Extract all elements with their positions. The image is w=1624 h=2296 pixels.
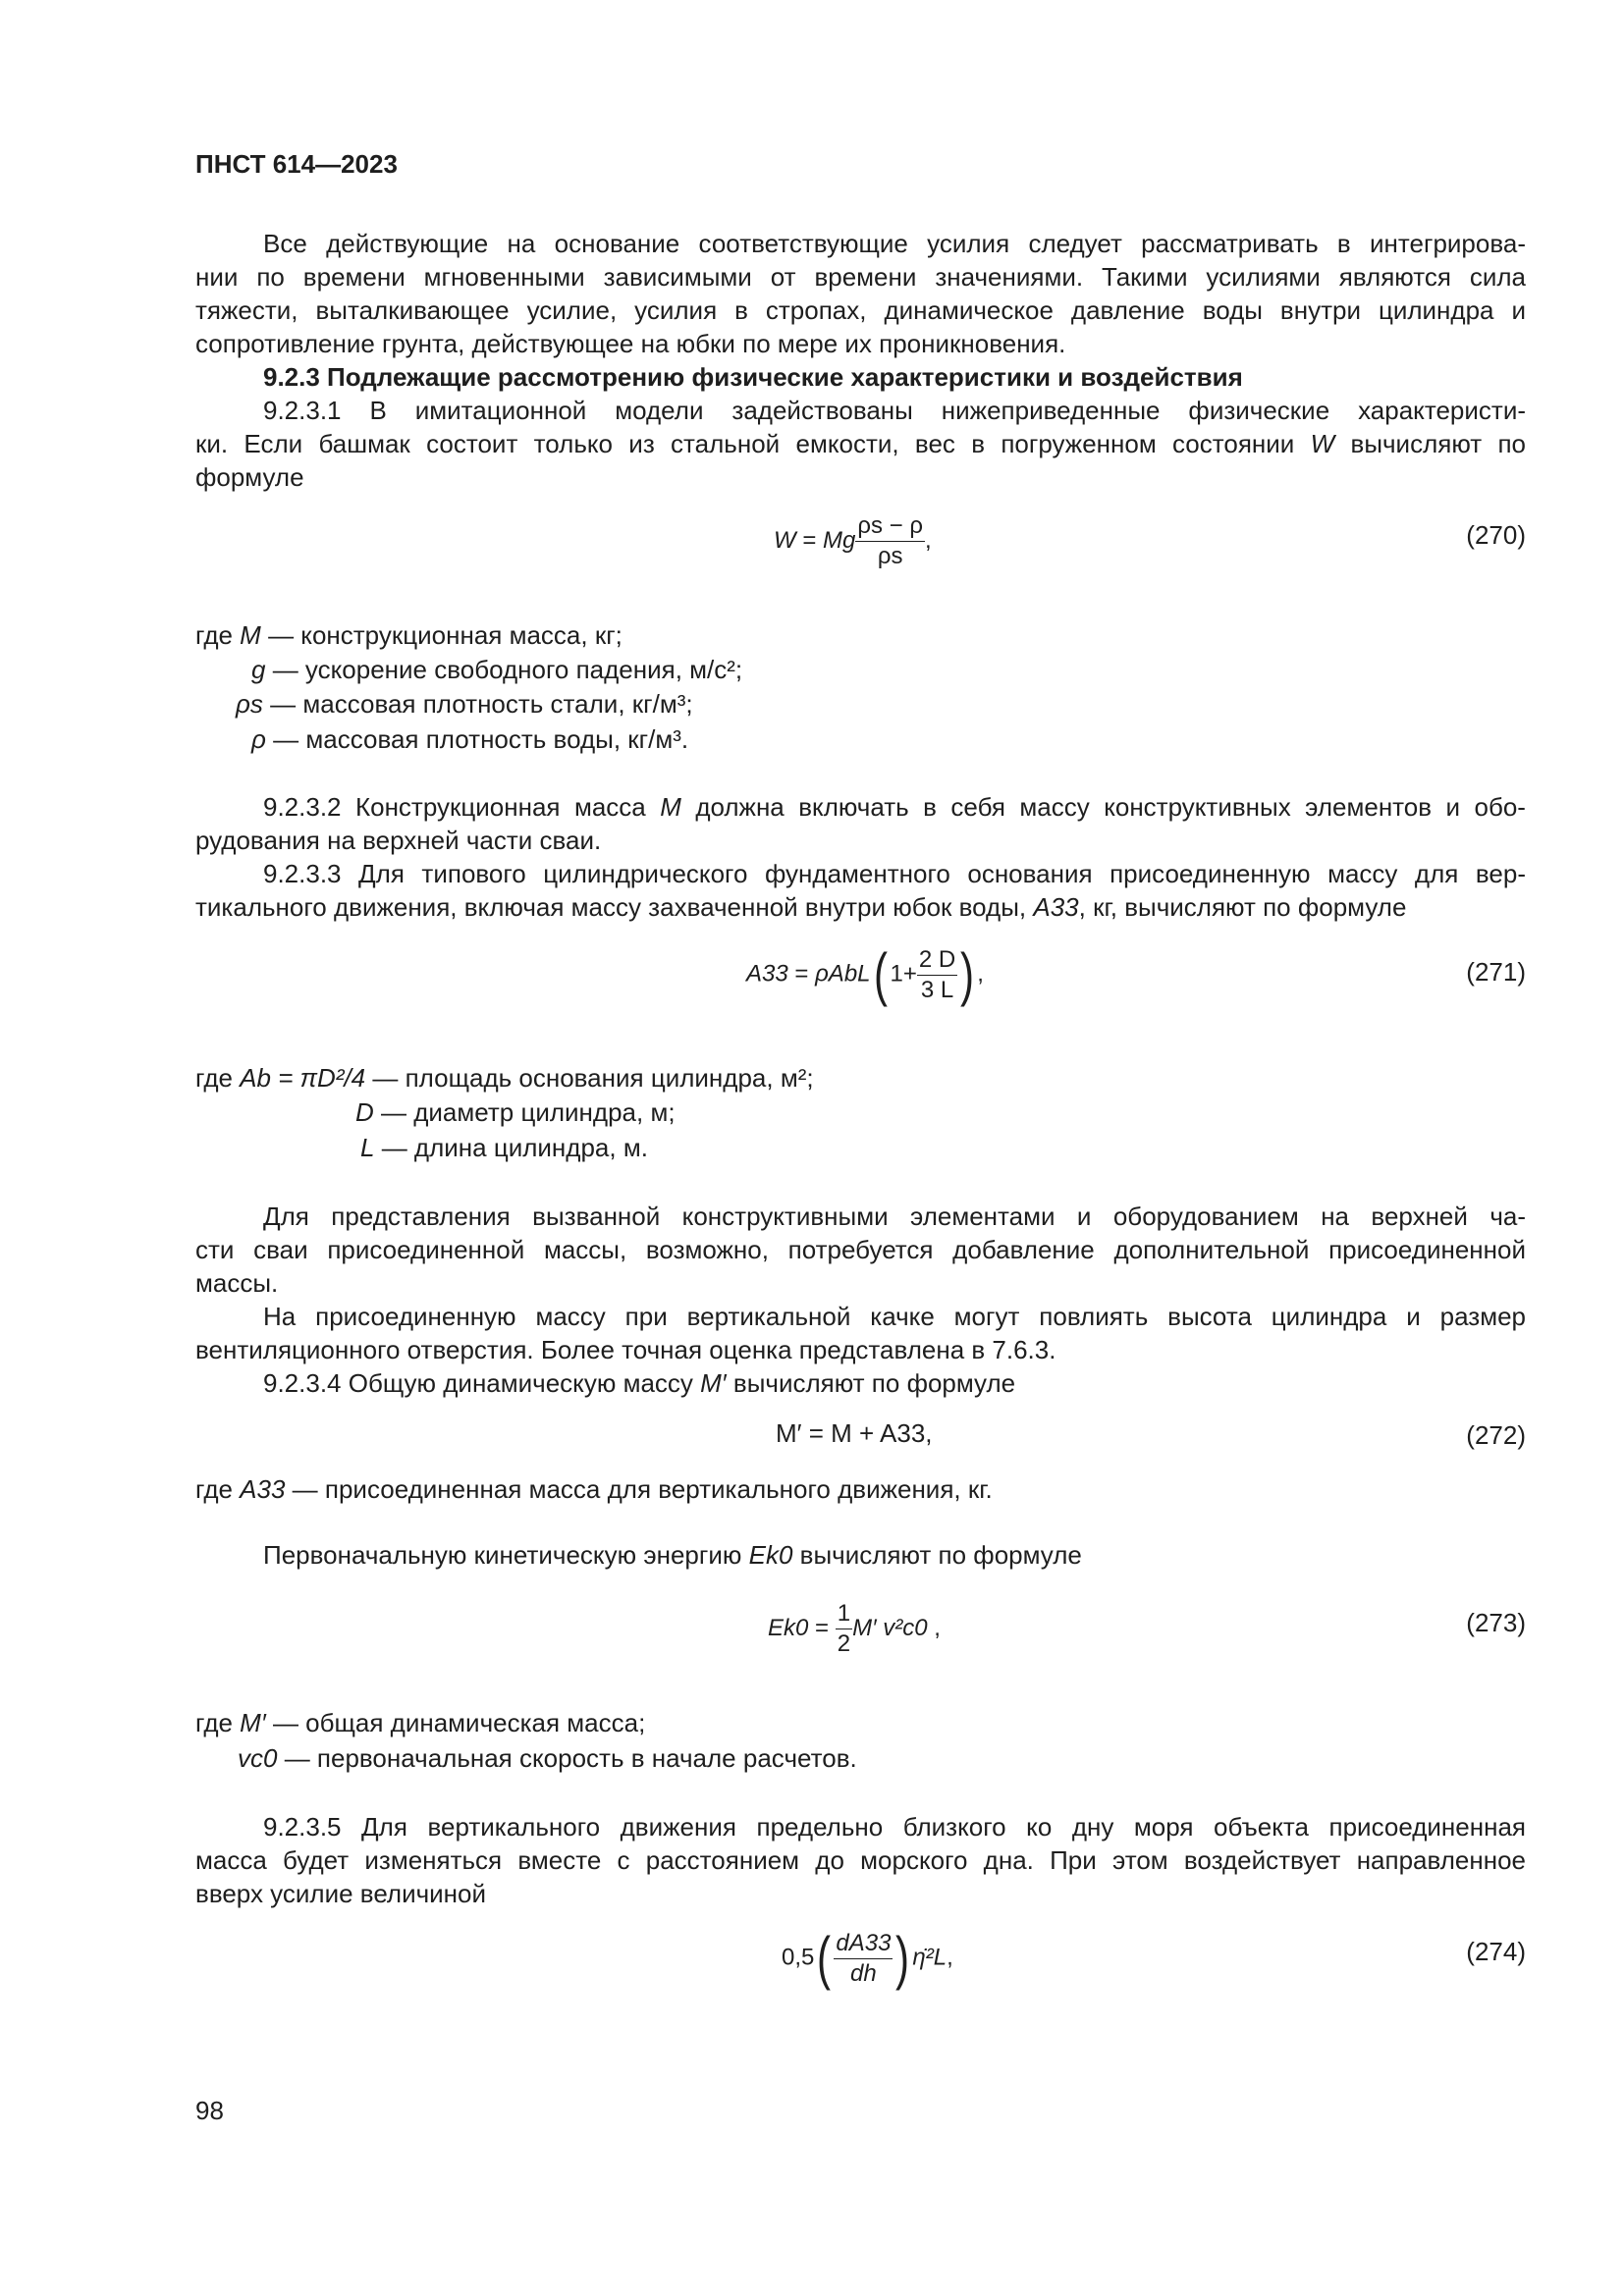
equation-number: (273) bbox=[1466, 1608, 1526, 1637]
where-line: где Ab = πD²/4 — площадь основания цилиндра, м²; bbox=[195, 1063, 814, 1093]
paragraph-line: сопротивление грунта, действующее на юбки по мере их проникновения. bbox=[195, 329, 1066, 358]
paragraph-line: массы. bbox=[195, 1268, 279, 1298]
equation-270: W = Mg $\frac{\rho s - \rho}{\rho s}$ , bbox=[774, 512, 932, 569]
paragraph-line: Все действующие на основание соответствующие усилия следует рассматривать в интегрирова- bbox=[263, 229, 1526, 258]
where-line: где M — конструкционная масса, кг; bbox=[195, 620, 623, 650]
section-heading: 9.2.3 Подлежащие рассмотрению физические характеристики и воздействия bbox=[263, 362, 1243, 392]
where-line: L — длина цилиндра, м. bbox=[360, 1133, 648, 1162]
equation-272: M′ = M + A33, bbox=[776, 1418, 933, 1448]
equation-number: (274) bbox=[1466, 1937, 1526, 1966]
equation-number: (272) bbox=[1466, 1420, 1526, 1450]
paragraph-line: сти сваи присоединенной массы, возможно, потребуется добавление дополнительной присоединенной bbox=[195, 1235, 1526, 1264]
paragraph-line: вверх усилие величиной bbox=[195, 1879, 487, 1908]
equation-273: Ek0 = $\frac{1}{2}$ M′ v²c0 , bbox=[768, 1600, 941, 1657]
paragraph-line: масса будет изменяться вместе с расстоянием до морского дна. При этом воздействует направленное bbox=[195, 1845, 1526, 1875]
paragraph-line: рудования на верхней части сваи. bbox=[195, 826, 602, 855]
where-line: где M′ — общая динамическая масса; bbox=[195, 1708, 646, 1737]
paragraph-line: Для представления вызванной конструктивными элементами и оборудованием на верхней ча- bbox=[263, 1201, 1526, 1231]
where-line: vc0 — первоначальная скорость в начале расчетов. bbox=[238, 1743, 857, 1773]
paragraph-line: Первоначальную кинетическую энергию Ek0 вычисляют по формуле bbox=[263, 1540, 1082, 1570]
equation-number: (270) bbox=[1466, 520, 1526, 550]
paragraph-line: вентиляционного отверстия. Более точная оценка представлена в 7.6.3. bbox=[195, 1335, 1056, 1364]
paragraph-line: 9.2.3.5 Для вертикального движения предельно близкого ко дну моря объекта присоединенная bbox=[263, 1812, 1526, 1842]
paragraph-line: нии по времени мгновенными зависимыми от времени значениями. Такими усилиями являются сила bbox=[195, 262, 1526, 292]
paragraph-line: 9.2.3.1 В имитационной модели задействованы нижеприведенные физические характеристи- bbox=[263, 396, 1526, 425]
where-line: D — диаметр цилиндра, м; bbox=[355, 1097, 676, 1127]
paragraph-line: 9.2.3.3 Для типового цилиндрического фундаментного основания присоединенную массу для вер- bbox=[263, 859, 1526, 888]
paragraph-line: На присоединенную массу при вертикальной качке могут повлиять высота цилиндра и размер bbox=[263, 1302, 1526, 1331]
where-line: где A33 — присоединенная масса для вертикального движения, кг. bbox=[195, 1474, 993, 1504]
paragraph-line: формуле bbox=[195, 462, 304, 492]
page-number: 98 bbox=[195, 2096, 224, 2125]
where-line: ρ — массовая плотность воды, кг/м³. bbox=[251, 724, 689, 754]
paragraph-line: тяжести, выталкивающее усилие, усилия в стропах, динамическое давление воды внутри цилиндра и bbox=[195, 295, 1526, 325]
paragraph-line: ки. Если башмак состоит только из стальной емкости, вес в погруженном состоянии W вычисляют по bbox=[195, 429, 1526, 458]
paragraph-line: 9.2.3.2 Конструкционная масса M должна включать в себя массу конструктивных элементов и обо- bbox=[263, 792, 1526, 822]
where-line: g — ускорение свободного падения, м/с²; bbox=[251, 655, 743, 684]
where-line: ρs — массовая плотность стали, кг/м³; bbox=[236, 689, 693, 719]
equation-274: 0,5( $\frac{dA33}{dh}$ ) η̇²L, bbox=[782, 1925, 953, 1991]
paragraph-line: тикального движения, включая массу захваченной внутри юбок воды, A33, кг, вычисляют по формуле bbox=[195, 892, 1407, 922]
paragraph-line: 9.2.3.4 Общую динамическую массу M′ вычисляют по формуле bbox=[263, 1368, 1016, 1398]
equation-number: (271) bbox=[1466, 957, 1526, 987]
equation-271: A33 = ρAbL( 1+ $\frac{2 D}{3 L}$ ) , bbox=[746, 941, 984, 1007]
document-header: ПНСТ 614—2023 bbox=[195, 149, 398, 179]
